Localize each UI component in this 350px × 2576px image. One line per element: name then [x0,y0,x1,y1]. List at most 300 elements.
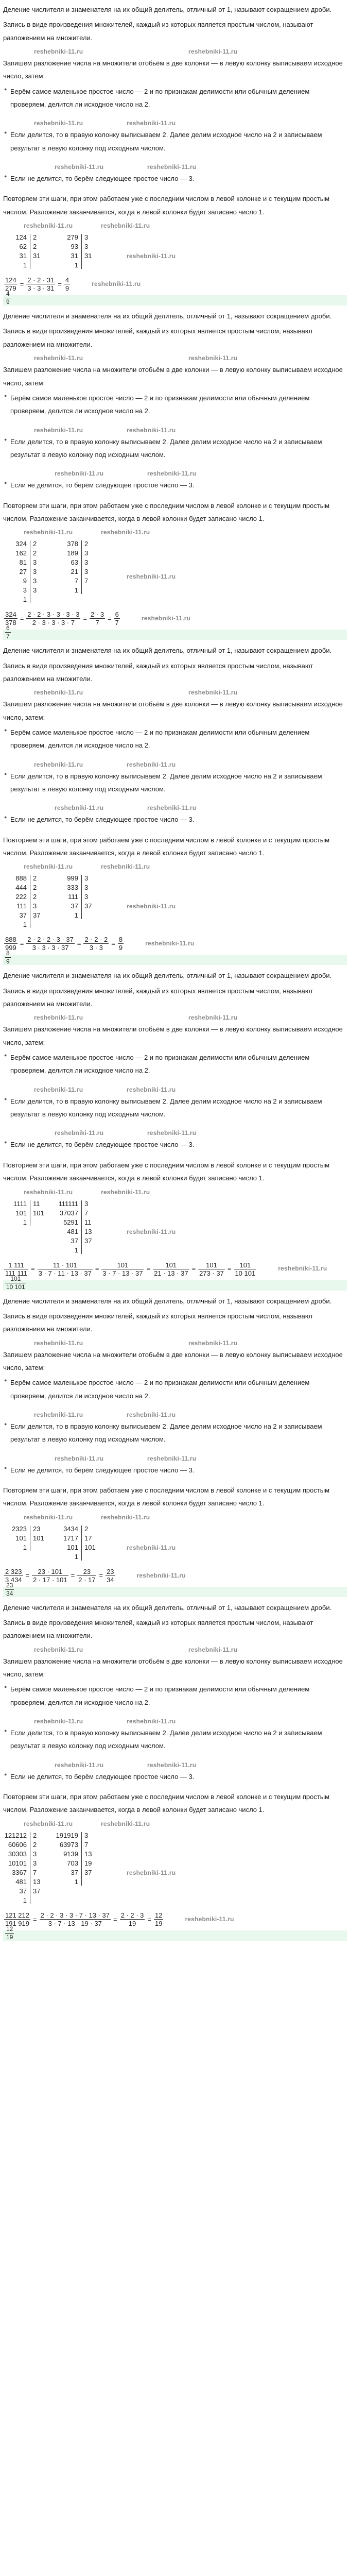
watermark: reshebniki-11.ru [127,573,176,581]
denominator-factor-right-column [84,1524,96,1552]
answer-highlight [3,624,347,640]
denominator-factor-right-column [84,874,96,911]
numerator-dividend: 1 [23,1218,27,1226]
solution-section [3,3,347,306]
watermark-row [3,1453,347,1464]
denominator-dividend: 1 [74,1552,78,1561]
expanded-fraction-numerator: 2 · 2 · 3 · 3 · 3 · 3 [27,611,80,619]
watermark: reshebniki-11.ru [127,426,176,434]
bullet-icon: ● [4,727,7,733]
denominator-dividend: 3434 [63,1524,78,1533]
intro-factorization-method: Запишем разложение числа на множители отобьём в две колонки — в левую колонку выписываем исходное число, затем: [3,59,343,80]
reduced-fraction-denominator: 34 [107,1575,114,1584]
answer-fraction-numerator: 8 [6,950,10,957]
denominator-dividend: 21 [71,568,78,576]
equals-sign: = [191,1265,196,1273]
equals-sign: = [83,615,87,623]
watermark: reshebniki-11.ru [24,863,73,871]
answer-fraction-denominator: 19 [6,1933,13,1941]
numerator-prime-factor: 7 [33,1868,37,1876]
step-text: Берём самое маленькое простое число — 2 и по признакам делимости или обычным делением проверяем, делится ли исходное число на 2. [10,728,310,750]
intermediate-fraction-denominator: 273 · 37 [199,1269,224,1277]
denominator-factor-divider [81,540,82,594]
factorization-tables [3,539,347,607]
intro-factorization-method: Запишем разложение числа на множители отобьём в две колонки — в левую колонку выписываем исходное число, затем: [3,1657,343,1678]
numerator-dividend: 1 [23,1896,27,1904]
denominator-prime-factor: 3 [84,1199,89,1208]
step-text: Если не делится, то берём следующее простое число — 3. [10,1772,195,1781]
watermark: reshebniki-11.ru [188,48,238,56]
intermediate-fraction-numerator: 101 [198,1261,225,1269]
denominator-dividend: 481 [67,1227,78,1235]
reduction-result [3,935,347,954]
watermark-row [3,468,347,479]
answer-fraction-numerator: 101 [5,1275,26,1283]
step-item [3,1051,347,1077]
watermark: reshebniki-11.ru [147,1129,197,1137]
reduced-fraction [118,936,124,952]
watermark: reshebniki-11.ru [147,470,197,478]
watermark-row [3,527,347,537]
bullet-icon: ● [4,1096,7,1101]
original-fraction-denominator: 378 [5,619,16,627]
watermark: reshebniki-11.ru [101,1820,150,1827]
factorization-tables [3,874,347,933]
bullet-icon: ● [4,815,7,820]
intermediate-fraction [120,1911,145,1927]
watermark: reshebniki-11.ru [127,1086,176,1093]
step-item [3,770,347,796]
denominator-factor-right-column [84,1199,96,1246]
factorization-steps [3,1051,347,1151]
answer-fraction-denominator: 34 [6,1589,13,1597]
denominator-dividend: 1 [74,1877,78,1886]
solution-section [3,310,347,640]
original-fraction-denominator: 999 [5,944,16,952]
intro-reduction-definition: Деление числителя и знаменателя на их общий делитель, отличный от 1, называют сокращением дроби. [3,1603,332,1612]
watermark: reshebniki-11.ru [34,1718,83,1725]
numerator-prime-factor: 31 [33,252,41,260]
reduced-fraction-denominator: 19 [154,1919,163,1927]
denominator-dividend: 1 [74,911,78,920]
numerator-dividend: 162 [15,549,27,557]
original-fraction-denominator: 191 919 [5,1919,29,1927]
numerator-dividend: 1 [23,1543,27,1551]
equals-sign: = [146,1265,151,1273]
numerator-dividend: 222 [15,893,27,901]
watermark: reshebniki-11.ru [101,863,150,871]
step-text: Если делится, то в правую колонку выписываем 2. Далее делим исходное число на 2 и записываем результат в левую колонку под исходным числом. [10,1097,322,1118]
equals-sign: = [31,1265,35,1273]
denominator-dividend: 111111 [58,1199,78,1208]
step-text: Если не делится, то берём следующее простое число — 3. [10,175,195,183]
denominator-dividend: 189 [67,549,78,557]
intermediate-fraction-denominator: 21 · 13 · 37 [154,1269,188,1277]
intro-factorization-method: Запишем разложение числа на множители отобьём в две колонки — в левую колонку выписываем исходное число, затем: [3,1025,343,1046]
watermark: reshebniki-11.ru [145,940,195,947]
repeat-steps-text: Повторяем эти шаги, при этом работаем уже с последним числом в левой колонке и с текущим простым числом. Разложение заканчивается, когда в левой колонки будет записано число 1. [3,195,330,216]
answer-fraction [5,1925,14,1941]
watermark-row [3,1128,347,1138]
intermediate-fraction-numerator: 2 · 2 · 2 [84,936,108,944]
reduction-result [3,1910,347,1929]
denominator-prime-factor: 7 [84,1840,89,1849]
step-text: Если не делится, то берём следующее простое число — 3. [10,816,195,824]
intro-reduction-definition: Деление числителя и знаменателя на их общий делитель, отличный от 1, называют сокращением дроби. [3,6,332,13]
step-text: Если не делится, то берём следующее простое число — 3. [10,481,195,489]
intro-factorization-definition: Запись в виде произведения множителей, каждый из которых является простым числом, называют разложением на множители. [3,21,313,42]
expanded-fraction-denominator: 3 · 7 · 11 · 13 · 37 [38,1269,92,1277]
denominator-prime-factor: 2 [84,540,89,548]
numerator-dividend: 37 [19,1887,27,1895]
denominator-dividend: 1 [74,261,78,269]
answer-fraction-denominator: 9 [6,958,10,965]
factorization-steps [3,392,347,492]
denominator-prime-factor: 2 [84,1524,89,1533]
equals-sign: = [108,615,112,623]
denominator-dividend: 31 [71,252,78,260]
intermediate-fraction-denominator: 3 · 7 · 13 · 37 [102,1269,143,1277]
denominator-dividend: 111 [68,893,78,901]
denominator-dividend: 1 [74,1246,78,1254]
denominator-dividend: 37 [71,1868,78,1876]
bullet-icon: ● [4,130,7,135]
numerator-factor-left-column [3,1199,27,1227]
denominator-prime-factor: 37 [84,1236,92,1245]
reduced-fraction-denominator: 7 [115,619,119,627]
numerator-dividend: 101 [15,1209,27,1217]
denominator-prime-factor: 101 [84,1543,96,1551]
numerator-dividend: 9 [23,577,27,585]
denominator-dividend: 93 [71,243,78,251]
expanded-fraction-numerator: 2 · 2 · 31 [27,276,55,284]
watermark: reshebniki-11.ru [24,1188,73,1196]
watermark-row [3,221,347,231]
bullet-icon: ● [4,86,7,92]
denominator-factor-divider [81,1200,82,1254]
numerator-dividend: 30303 [8,1850,27,1858]
watermark: reshebniki-11.ru [127,1869,176,1876]
intro-reduction-definition: Деление числителя и знаменателя на их общий делитель, отличный от 1, называют сокращением дроби. [3,1297,332,1305]
step-text: Берём самое маленькое простое число — 2 и по признакам делимости или обычным делением проверяем, делится ли исходное число на 2. [10,394,310,415]
expanded-fraction-denominator: 2 · 3 · 3 · 3 · 7 [32,619,75,627]
denominator-dividend: 1717 [63,1534,78,1542]
watermark: reshebniki-11.ru [127,1544,176,1551]
reduced-fraction [106,1568,115,1584]
watermark-row [3,687,347,698]
denominator-factor-divider [81,234,82,269]
intermediate-fraction [153,1261,189,1277]
numerator-dividend: 481 [15,1877,27,1886]
denominator-prime-factor: 31 [84,252,92,260]
denominator-dividend: 63973 [59,1840,78,1849]
expanded-fraction [32,1568,68,1584]
watermark: reshebniki-11.ru [141,615,191,622]
reduction-result [3,275,347,294]
numerator-prime-factor: 2 [33,233,37,242]
intro-factorization-definition: Запись в виде произведения множителей, каждый из которых является простым числом, называют разложением на множители. [3,662,313,683]
denominator-prime-factor: 3 [84,549,89,557]
denominator-prime-factor: 3 [84,568,89,576]
equals-sign: = [77,940,81,948]
numerator-prime-factor: 3 [33,558,37,567]
numerator-dividend: 81 [19,558,27,567]
step-text: Если делится, то в правую колонку выписываем 2. Далее делим исходное число на 2 и записываем результат в левую колонку под исходным числом. [10,1729,322,1750]
numerator-dividend: 111 [16,902,27,910]
denominator-factor-left-column [55,539,78,595]
bullet-icon: ● [4,174,7,179]
numerator-prime-factor: 37 [33,911,41,920]
denominator-prime-factor: 3 [84,884,89,892]
watermark: reshebniki-11.ru [147,163,197,171]
watermark-row [3,162,347,172]
watermark: reshebniki-11.ru [188,1339,238,1347]
step-item [3,1376,347,1402]
step-text: Берём самое маленькое простое число — 2 и по признакам делимости или обычным делением проверяем, делится ли исходное число на 2. [10,1379,310,1400]
denominator-prime-factor: 13 [84,1227,92,1235]
original-fraction-denominator: 111 111 [5,1269,28,1277]
watermark: reshebniki-11.ru [127,903,176,910]
reduced-fraction [234,1261,256,1277]
numerator-dividend: 121212 [4,1831,27,1839]
watermark: reshebniki-11.ru [101,1188,150,1196]
step-item [3,726,347,752]
reduced-fraction-numerator: 8 [118,936,123,944]
solution-section [3,969,347,1290]
watermark-row [3,759,347,770]
numerator-prime-factor: 3 [33,577,37,585]
numerator-dividend: 37 [19,911,27,920]
intro-reduction-definition: Деление числителя и знаменателя на их общий делитель, отличный от 1, называют сокращением дроби. [3,972,332,980]
watermark-row [3,1819,347,1829]
repeat-steps-text: Повторяем эти шаги, при этом работаем уже с последним числом в левой колонке и с текущим простым числом. Разложение заканчивается, когда в левой колонки будет записано число 1. [3,836,330,857]
numerator-factor-right-column [33,1199,44,1218]
numerator-prime-factor: 2 [33,540,37,548]
intermediate-fraction [90,611,105,626]
answer-highlight [3,290,347,306]
expanded-fraction [38,1261,93,1277]
watermark: reshebniki-11.ru [34,426,83,434]
denominator-factor-right-column [84,539,96,586]
step-item [3,1770,347,1783]
equals-sign: = [33,1915,37,1923]
numerator-factor-right-column [33,1524,44,1543]
answer-fraction-denominator: 10 101 [6,1283,25,1291]
watermark: reshebniki-11.ru [127,1411,176,1418]
repeat-steps-text: Повторяем эти шаги, при этом работаем уже с последним числом в левой колонке и с текущим простым числом. Разложение заканчивается, когда в левой колонки будет записано число 1. [3,1486,330,1507]
watermark: reshebniki-11.ru [127,120,176,127]
denominator-factor-left-column [55,1831,78,1887]
bullet-icon: ● [4,1053,7,1058]
numerator-factor-left-column [3,1524,27,1552]
denominator-prime-factor: 3 [84,874,89,883]
answer-fraction [5,290,11,306]
answer-fraction-numerator: 12 [6,1925,13,1933]
step-text: Если делится, то в правую колонку выписываем 2. Далее делим исходное число на 2 и записываем результат в левую колонку под исходным числом. [10,437,322,459]
numerator-dividend: 1 [23,261,27,269]
denominator-prime-factor: 3 [84,243,89,251]
equals-sign: = [111,940,115,948]
step-item [3,435,347,462]
intermediate-fraction-numerator: 2 · 2 · 3 [120,1911,144,1919]
answer-fraction [5,624,11,640]
denominator-prime-factor: 3 [84,893,89,901]
intro-reduction-definition: Деление числителя и знаменателя на их общий делитель, отличный от 1, называют сокращением дроби. [3,647,332,655]
numerator-factor-left-column [3,874,27,929]
step-item [3,1420,347,1446]
numerator-prime-factor: 2 [33,1831,37,1839]
answer-fraction [5,950,11,965]
watermark-row [3,803,347,813]
original-fraction-numerator: 124 [5,276,16,284]
denominator-dividend: 333 [67,884,78,892]
bullet-icon: ● [4,1378,7,1383]
answer-highlight [3,950,347,965]
solution-section [3,1601,347,1941]
original-fraction-denominator: 279 [5,284,16,293]
step-item [3,1464,347,1477]
equals-sign: = [99,1571,103,1580]
numerator-dividend: 10101 [8,1859,27,1867]
equals-sign: = [113,1915,117,1923]
denominator-prime-factor: 19 [84,1859,92,1867]
step-text: Берём самое маленькое простое число — 2 и по признакам делимости или обычным делением проверяем, делится ли исходное число на 2. [10,1054,310,1075]
watermark: reshebniki-11.ru [34,1014,83,1022]
watermark: reshebniki-11.ru [188,354,238,362]
expanded-fraction [26,611,80,626]
equals-sign: = [20,615,24,623]
reduction-result [3,609,347,629]
expanded-fraction [40,1911,111,1927]
equals-sign: = [71,1571,75,1580]
numerator-dividend: 1111 [13,1199,27,1208]
watermark: reshebniki-11.ru [136,1571,186,1579]
denominator-factor-divider [81,1526,82,1561]
reduced-fraction-numerator: 4 [65,276,69,284]
intermediate-fraction-denominator: 7 [95,619,99,627]
intermediate-fraction-numerator: 101 [101,1261,144,1269]
watermark-row [3,1760,347,1770]
step-item [3,172,347,185]
numerator-prime-factor: 13 [33,1877,41,1886]
step-item [3,85,347,111]
step-item [3,813,347,826]
watermark: reshebniki-11.ru [101,1513,150,1521]
denominator-dividend: 279 [67,233,78,242]
step-item [3,1726,347,1753]
intermediate-fraction-denominator: 3 · 3 [89,944,103,952]
factorization-steps [3,1683,347,1783]
numerator-prime-factor: 23 [33,1524,41,1533]
expanded-fraction-numerator: 23 · 101 [32,1568,68,1576]
step-text: Если не делится, то берём следующее простое число — 3. [10,1466,195,1474]
watermark-row [3,1645,347,1655]
numerator-dividend: 1 [23,596,27,604]
denominator-factor-left-column [55,874,78,920]
intro-factorization-method: Запишем разложение числа на множители отобьём в две колонки — в левую колонку выписываем исходное число, затем: [3,700,343,721]
watermark: reshebniki-11.ru [278,1265,327,1273]
expanded-fraction-numerator: 2 · 2 · 2 · 3 · 37 [27,936,74,944]
watermark: reshebniki-11.ru [24,1513,73,1521]
equals-sign: = [227,1265,232,1273]
numerator-prime-factor: 3 [33,568,37,576]
equals-sign: = [147,1915,151,1923]
bullet-icon: ● [4,1140,7,1145]
original-fraction-numerator: 121 212 [5,1911,29,1919]
numerator-prime-factor: 11 [33,1199,40,1208]
numerator-dividend: 124 [15,233,27,242]
denominator-prime-factor: 3 [84,1831,89,1839]
denominator-dividend: 101 [67,1543,78,1551]
watermark-row [3,46,347,57]
denominator-dividend: 7 [74,577,78,585]
step-text: Если делится, то в правую колонку выписываем 2. Далее делим исходное число на 2 и записываем результат в левую колонку под исходным числом. [10,131,322,152]
intermediate-fraction-numerator: 2 · 3 [91,611,104,619]
denominator-dividend: 999 [67,874,78,883]
answer-fraction-denominator: 7 [6,633,10,640]
reduced-fraction [154,1911,163,1927]
solutions-list [3,3,347,1941]
original-fraction-numerator: 888 [5,936,16,944]
bullet-icon: ● [4,1421,7,1427]
equals-sign: = [20,280,24,288]
equals-sign: = [58,280,62,288]
numerator-dividend: 324 [15,540,27,548]
numerator-prime-factor: 101 [33,1534,44,1542]
watermark: reshebniki-11.ru [34,48,83,56]
intro-factorization-method: Запишем разложение числа на множители отобьём в две колонки — в левую колонку выписываем исходное число, затем: [3,1350,343,1371]
bullet-icon: ● [4,1465,7,1470]
numerator-factor-right-column [33,1831,44,1896]
answer-fraction [5,1582,14,1598]
denominator-dividend: 5291 [63,1218,78,1226]
watermark: reshebniki-11.ru [55,470,104,478]
numerator-prime-factor: 3 [33,586,37,595]
step-text: Если не делится, то берём следующее простое число — 3. [10,1141,195,1149]
numerator-dividend: 31 [19,252,27,260]
watermark: reshebniki-11.ru [127,1228,176,1235]
denominator-dividend: 191919 [56,1831,78,1839]
step-text: Берём самое маленькое простое число — 2 и по признакам делимости или обычным делением проверяем, делится ли исходное число на 2. [10,1685,310,1706]
watermark: reshebniki-11.ru [34,1411,83,1418]
denominator-dividend: 703 [67,1859,78,1867]
watermark: reshebniki-11.ru [24,529,73,536]
numerator-dividend: 27 [19,568,27,576]
answer-fraction-numerator: 6 [6,624,10,632]
numerator-dividend: 101 [15,1534,27,1542]
numerator-dividend: 2323 [12,1524,27,1533]
numerator-prime-factor: 2 [33,874,37,883]
numerator-prime-factor: 2 [33,893,37,901]
answer-highlight [3,1581,347,1597]
step-item [3,1138,347,1151]
numerator-prime-factor: 3 [33,1859,37,1867]
answer-fraction-numerator: 23 [6,1581,13,1589]
watermark: reshebniki-11.ru [34,354,83,362]
denominator-dividend: 378 [67,540,78,548]
intro-factorization-method: Запишем разложение числа на множители отобьём в две колонки — в левую колонку выписываем исходное число, затем: [3,366,343,387]
watermark: reshebniki-11.ru [185,1915,234,1923]
denominator-prime-factor: 13 [84,1850,92,1858]
step-item [3,1095,347,1121]
watermark-row [3,1338,347,1348]
intro-factorization-definition: Запись в виде произведения множителей, каждый из которых является простым числом, называют разложением на множители. [3,1618,313,1640]
watermark: reshebniki-11.ru [92,280,141,288]
step-item [3,1683,347,1709]
numerator-prime-factor: 2 [33,549,37,557]
numerator-prime-factor: 2 [33,884,37,892]
watermark-row [3,861,347,872]
